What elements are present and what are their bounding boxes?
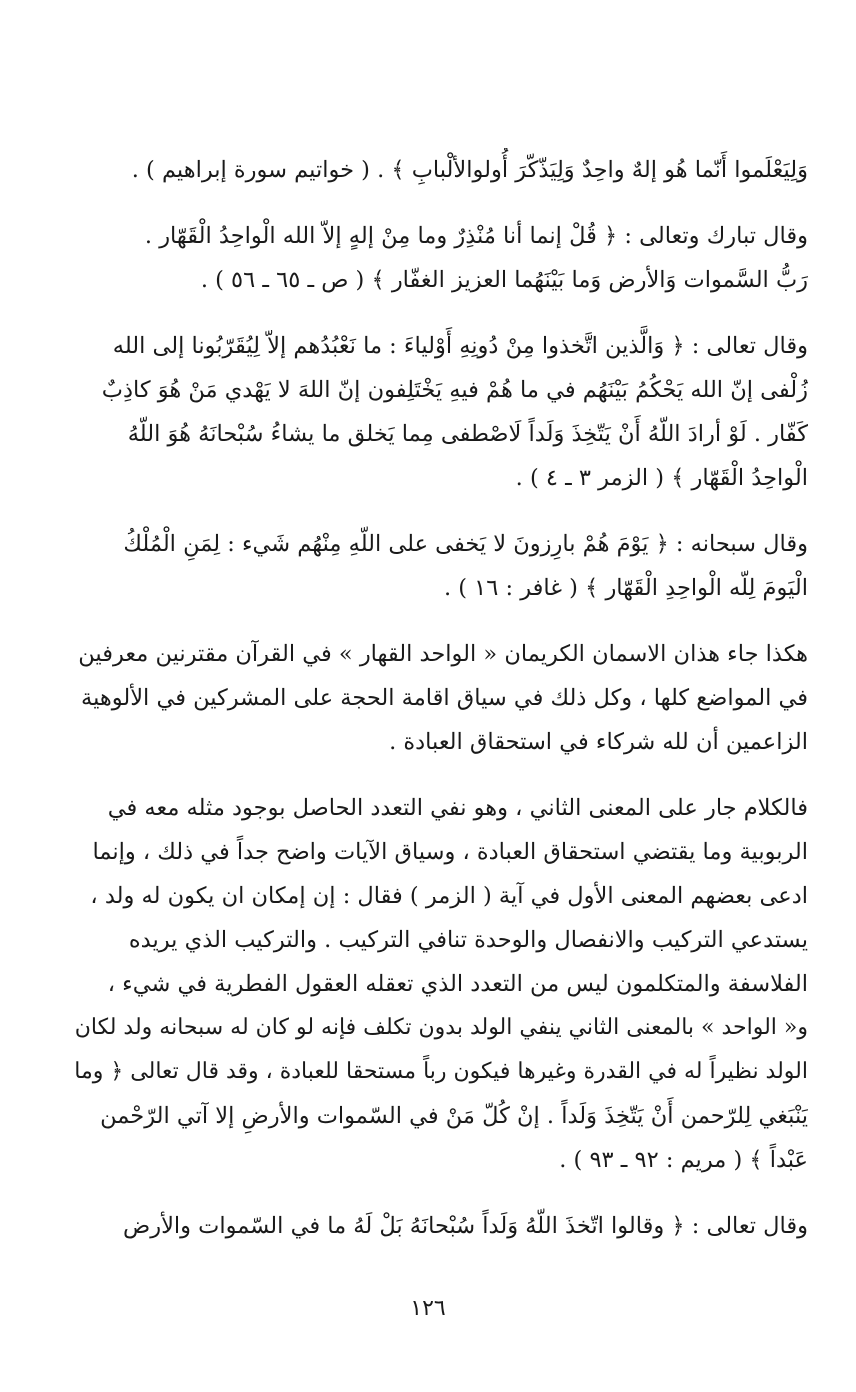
text-line: الْيَومَ لِلّه الْواحِدِ الْقَهّار ﴾ ( غافر : ١٦ ) . [443, 575, 808, 601]
text-line: ادعى بعضهم المعنى الأول في آية ( الزمر ) فقال : إن إمكان ان يكون له ولد ، [90, 883, 808, 909]
text-line: وقال سبحانه : ﴿ يَوْمَ هُمْ بارِزونَ لا يَخفى على اللّهِ مِنْهُم شَيء : لِمَنِ الْمُلْكُ [123, 531, 808, 557]
page-body [72, 128, 808, 1270]
text-line: الْواحِدُ الْقَهّار ﴾ ( الزمر ٣ ـ ٤ ) . [515, 465, 808, 491]
paragraph-sad-verse [72, 214, 808, 302]
text-line: عَبْداً ﴾ ( مريم : ٩٢ ـ ٩٣ ) . [559, 1147, 808, 1173]
paragraph-ghafir-verse [72, 522, 808, 610]
text-line: زُلْفى إنّ الله يَحْكُمُ بَيْنَهُم في ما هُمْ فيهِ يَخْتَلِفون إنّ اللهَ لا يَهْدي مَنْ هُوَ كاذِبٌ [101, 377, 808, 403]
text-line: هكذا جاء هذان الاسمان الكريمان « الواحد القهار » في القرآن مقترنين معرفين [78, 641, 808, 667]
paragraph-second-meaning [72, 786, 808, 1182]
text-line: كَفّار . لَوْ أرادَ اللّهُ أَنْ يَتّخِذَ وَلَداً لَاصْطفى مِما يَخلق ما يشاءُ سُبْحانَهُ هُوَ اللّهُ [127, 421, 808, 447]
text-line: رَبُّ السَّموات وَالأرض وَما بَيْنَهُما العزيز الغفّار ﴾ ( ص ـ ٦٥ ـ ٥٦ ) . [200, 267, 808, 293]
text-line: الفلاسفة والمتكلمون ليس من التعدد الذي تعقله العقول الفطرية في شيء ، [107, 971, 808, 997]
text-line: الولد نظيراً له في القدرة وغيرها فيكون رباً مستحقا للعبادة ، وقد قال تعالى ﴿ وما [74, 1059, 808, 1084]
text-line: وقال تعالى : ﴿ وقالوا اتّخذَ اللّهُ وَلَداً سُبْحانَهُ بَلْ لَهُ ما في السّموات والأرض [123, 1213, 808, 1239]
text-line: و« الواحد » بالمعنى الثاني ينفي الولد بدون تكلف فإنه لو كان له سبحانه ولد لكان [74, 1015, 808, 1040]
text-line: الزاعمين أن لله شركاء في استحقاق العبادة . [389, 729, 808, 755]
paragraph-zumar-verse [72, 324, 808, 500]
text-line: الربوبية وما يقتضي استحقاق العبادة ، وسياق الآيات واضح جداً في ذلك ، وإنما [92, 839, 808, 865]
paragraph-quran-ibrahim-ending [72, 148, 808, 192]
text-line: يستدعي التركيب والانفصال والوحدة تنافي التركيب . والتركيب الذي يريده [128, 927, 808, 953]
text-line: وقال تبارك وتعالى : ﴿ قُلْ إنما أنا مُنْذِرٌ وما مِنْ إلهٍ إلاّ الله الْواحِدُ الْقَهّار . [144, 223, 808, 249]
text-line: وَلِيَعْلَموا أَنّما هُو إلهٌ واحِدٌ وَلِيَذّكّرَ أُولوالألْبابِ ﴾ . ( خواتيم سورة إبراهيم ) . [131, 157, 808, 183]
text-line: في المواضع كلها ، وكل ذلك في سياق اقامة الحجة على المشركين في الألوهية [81, 685, 808, 711]
text-line: وقال تعالى : ﴿ وَالَّذين اتَّخذوا مِنْ دُونِهِ أَوْلياءَ : ما نَعْبُدُهم إلاّ لِيُقَرّبُونا إلى الله [112, 333, 808, 359]
paragraph-final-verse [72, 1204, 808, 1248]
paragraph-two-names [72, 632, 808, 764]
page-number: ١٢٦ [410, 1296, 446, 1321]
text-line: يَنْبَغي لِلرّحمن أَنْ يَتّخِذَ وَلَداً . إنْ كُلّ مَنْ في السّموات والأرضِ إلا آتي الرّحْمن [100, 1103, 808, 1129]
text-line: فالكلام جار على المعنى الثاني ، وهو نفي التعدد الحاصل بوجود مثله معه في [107, 795, 808, 821]
